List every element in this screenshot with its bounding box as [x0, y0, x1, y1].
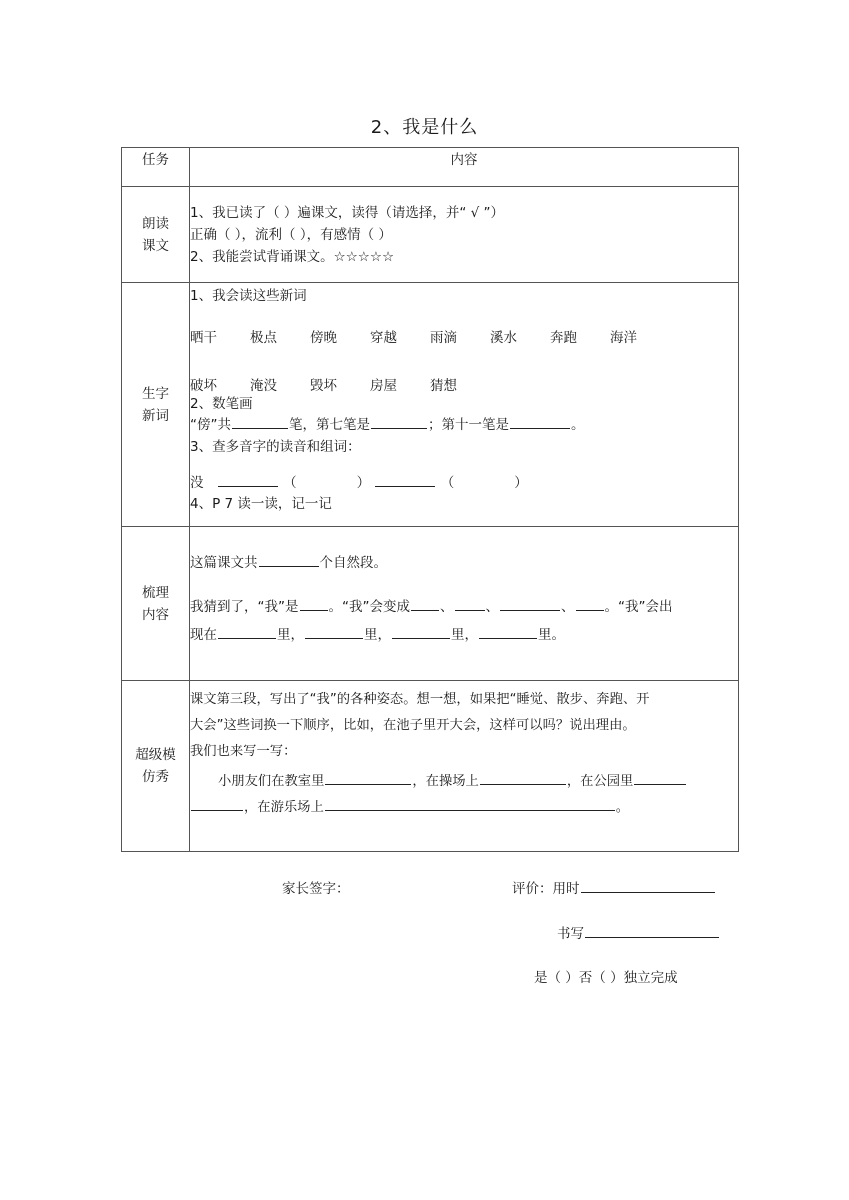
- vocab-q2: 2、数笔画: [190, 396, 253, 412]
- blank-field[interactable]: [218, 625, 276, 639]
- vocab-q4: 4、P 7 读一读，记一记: [190, 496, 332, 512]
- writing-score: 书写: [557, 922, 720, 942]
- word: 晒干: [190, 330, 217, 346]
- content-vocab: [190, 283, 739, 527]
- word: 破坏: [190, 378, 217, 394]
- imitate-p3: 我们也来写一写：: [190, 744, 297, 759]
- header-row: [122, 148, 739, 187]
- blank-field[interactable]: [500, 597, 560, 611]
- reading-line-3: 2、我能尝试背诵课文。☆☆☆☆☆: [190, 249, 395, 265]
- header-content: 内容: [190, 148, 739, 187]
- page-title: 2、我是什么: [370, 117, 479, 138]
- imitate-p2: 大会”这些词换一下顺序，比如，在池子里开大会，这样可以吗？说出理由。: [190, 718, 636, 733]
- blank-field[interactable]: [634, 771, 686, 785]
- words-row-2: [190, 374, 738, 394]
- blank-field[interactable]: [392, 625, 450, 639]
- blank-field[interactable]: [191, 797, 243, 811]
- imitate-write-line-1: 小朋友们在教室里 ，在操场上 ，在公园里: [190, 769, 738, 795]
- blank-field[interactable]: [325, 797, 615, 811]
- paragraph-count-line: 这篇课文共 个自然段。: [190, 555, 387, 571]
- row-vocab: [122, 283, 739, 527]
- blank-field[interactable]: [510, 415, 570, 429]
- blank-field[interactable]: [259, 553, 319, 567]
- row-summary: [122, 527, 739, 681]
- blank-field[interactable]: [232, 415, 288, 429]
- blank-field[interactable]: [325, 771, 411, 785]
- words-row-1: [190, 326, 738, 346]
- blank-field[interactable]: [371, 415, 427, 429]
- blank-field[interactable]: [480, 771, 566, 785]
- independent-completion: 是（ ）否（ ）独立完成: [534, 970, 678, 986]
- header-task: 任务: [122, 148, 190, 187]
- task-reading: 朗读课文: [122, 187, 190, 283]
- blank-field[interactable]: [455, 597, 485, 611]
- word: 溪水: [490, 330, 517, 346]
- word: 奔跑: [550, 330, 577, 346]
- word: 淹没: [250, 378, 277, 394]
- blank-field[interactable]: [479, 625, 537, 639]
- word: 毁坏: [310, 378, 337, 394]
- blank-field[interactable]: [305, 625, 363, 639]
- reading-line-1: 1、我已读了（ ）遍课文，读得（请选择，并“ √ ”）: [190, 205, 505, 221]
- blank-field[interactable]: [411, 597, 439, 611]
- blank-field[interactable]: [218, 473, 278, 487]
- polyphone-line: 没 （ ） （ ）: [190, 475, 528, 491]
- content-imitate: [190, 681, 739, 852]
- worksheet-table: [121, 147, 739, 852]
- word: 穿越: [370, 330, 397, 346]
- parent-signature-label: 家长签字：: [282, 881, 350, 897]
- word: 房屋: [370, 378, 397, 394]
- stroke-line: “傍”共 笔，第七笔是 ；第十一笔是 。: [190, 417, 585, 433]
- word: 傍晚: [310, 330, 337, 346]
- vocab-q1: 1、我会读这些新词: [190, 288, 307, 304]
- appear-line: 现在 里， 里， 里， 里。: [190, 627, 565, 643]
- task-imitate: 超级模仿秀: [122, 681, 190, 852]
- row-imitate: [122, 681, 739, 852]
- blank-field[interactable]: [375, 473, 435, 487]
- word: 猜想: [430, 378, 457, 394]
- guess-line: 我猜到了，“我”是 。“我”会变成 、 、 、 。“我”会出: [190, 599, 673, 615]
- task-vocab: 生字新词: [122, 283, 190, 527]
- evaluation-time: 评价：用时: [512, 877, 716, 897]
- imitate-p1: 课文第三段，写出了“我”的各种姿态。想一想，如果把“睡觉、散步、奔跑、开: [190, 692, 650, 707]
- word: 雨滴: [430, 330, 457, 346]
- content-summary: [190, 527, 739, 681]
- word: 海洋: [610, 330, 637, 346]
- time-field[interactable]: [581, 879, 715, 893]
- blank-field[interactable]: [576, 597, 604, 611]
- row-reading: [122, 187, 739, 283]
- writing-field[interactable]: [585, 924, 719, 938]
- blank-field[interactable]: [300, 597, 328, 611]
- imitate-write-line-2: ，在游乐场上 。: [190, 795, 738, 821]
- word: 极点: [250, 330, 277, 346]
- reading-line-2: 正确（ ），流利（ ），有感情（ ）: [190, 227, 392, 243]
- task-summary: 梳理内容: [122, 527, 190, 681]
- content-reading: [190, 187, 739, 283]
- vocab-q3: 3、查多音字的读音和组词：: [190, 439, 361, 455]
